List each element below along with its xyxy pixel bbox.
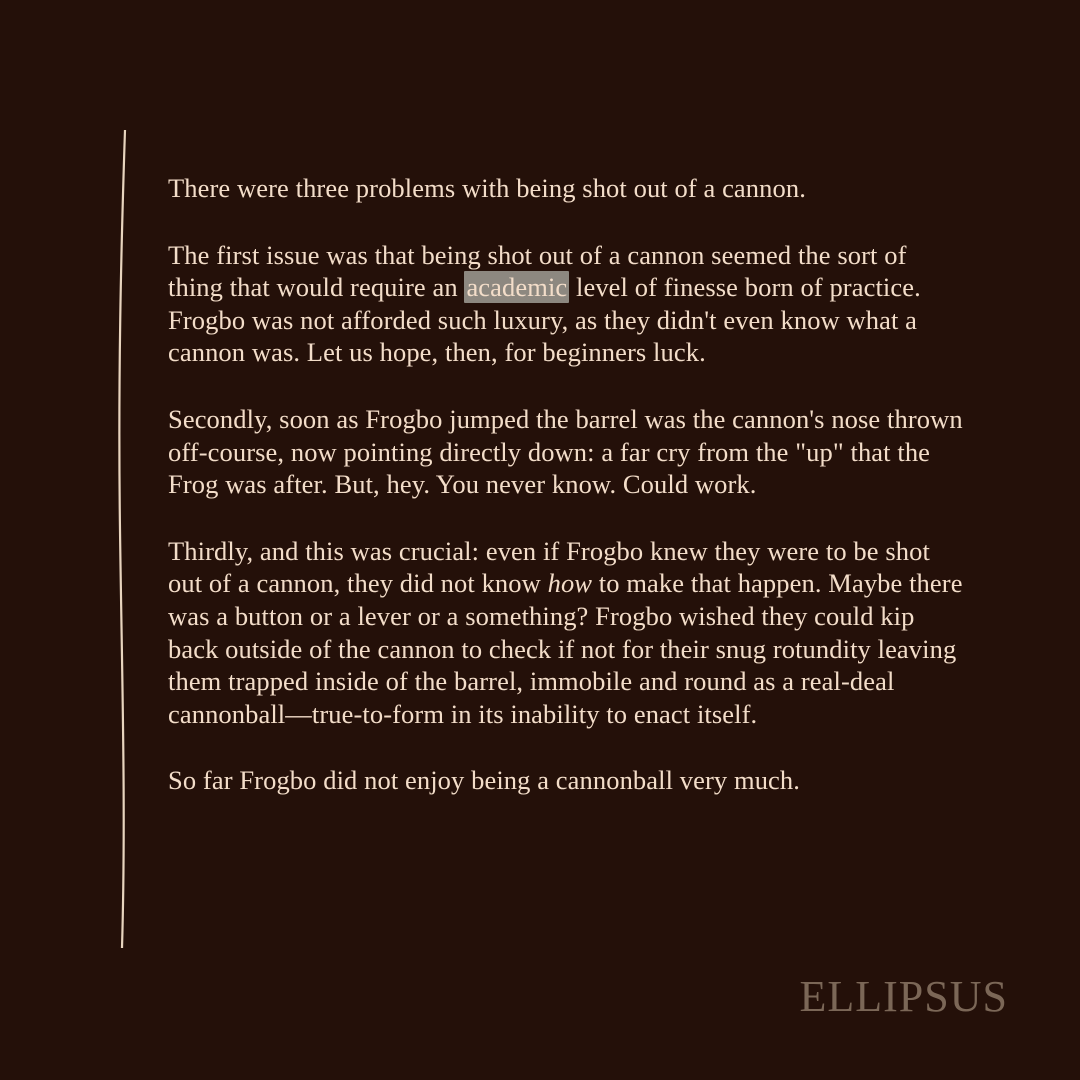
paragraph-1: There were three problems with being shot out of a cannon. — [168, 173, 806, 203]
story-text-block — [168, 172, 968, 797]
highlighted-word[interactable]: academic — [466, 272, 568, 303]
paragraph-4-after: to make that happen. Maybe there was a button or a lever or a something? Frogbo wished they could kip back outside of the cannon to check if not for their snug rotundity leaving them trapped inside of the barrel, immobile and round as a real-deal cannonball—true-to-form in its inability to enact itself. — [168, 568, 963, 729]
paragraph-2-after: level of finesse born of practice. Frogbo was not afforded such luxury, as they didn't even know what a cannon was. Let us hope, then, for beginners luck. — [168, 272, 921, 368]
paragraph-4 — [168, 535, 968, 731]
paragraph-5: So far Frogbo did not enjoy being a cannonball very much. — [168, 765, 800, 796]
paragraph-3: Secondly, soon as Frogbo jumped the barrel was the cannon's nose thrown off-course, now pointing directly down: a far cry from the "up" that the Frog was after. But, hey. You never know. Could work. — [168, 403, 963, 500]
paragraph-2-before: The first issue was that being shot out of a cannon seemed the sort of thing that would require an — [168, 239, 907, 303]
ellipsus-wordmark: ELLIPSUS — [799, 972, 1008, 1021]
vertical-rule-decoration — [112, 130, 136, 948]
emphasized-word: how — [547, 568, 593, 599]
paragraph-4-before: Thirdly, and this was crucial: even if Frogbo knew they were to be shot out of a cannon, they did not know — [168, 535, 930, 599]
paragraph-2 — [168, 239, 968, 369]
